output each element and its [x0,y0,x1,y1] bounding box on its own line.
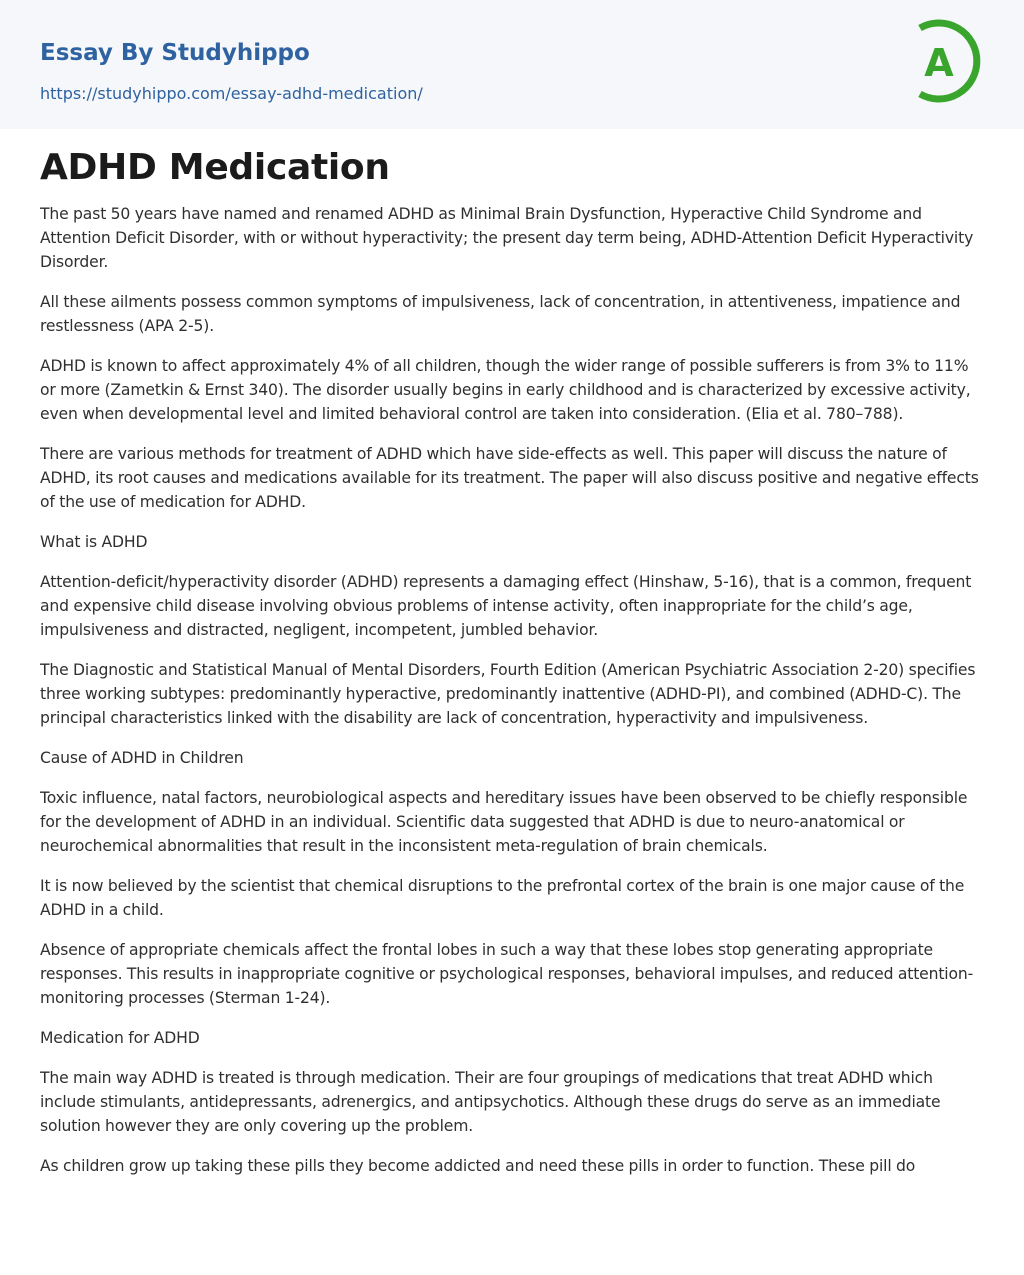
site-header [0,0,1024,129]
essay-paragraph: The past 50 years have named and renamed ADHD as Minimal Brain Dysfunction, Hyperactive Child Syndrome and Attention Deficit Disorder, with or without hyperactivity; the present day term being, ADHD-Attention Deficit Hyperactivity Disorder. [40,205,974,271]
studyhippo-logo-icon[interactable] [910,18,990,108]
essay-paragraph: ADHD is known to affect approximately 4% of all children, though the wider range of possible sufferers is from 3% to 11% or more (Zametkin & Ernst 340). The disorder usually begins in early childhood and is characterized by excessive activity, even when developmental level and limited behavioral control are taken into consideration. (Elia et al. 780–788). [40,357,971,423]
section-heading-what-is-adhd: What is ADHD [40,533,148,551]
essay-paragraph: The main way ADHD is treated is through medication. Their are four groupings of medications that treat ADHD which include stimulants, antidepressants, adrenergics, and antipsychotics. Although these drugs do serve as an immediate solution however they are only covering up the problem. [40,1069,941,1135]
site-brand[interactable]: Essay By Studyhippo [40,40,310,66]
essay-paragraph: Attention-deficit/hyperactivity disorder (ADHD) represents a damaging effect (Hinshaw, 5-16), that is a common, frequent and expensive child disease involving obvious problems of intense activity, often inappropriate for the child’s age, impulsiveness and distracted, negligent, incompetent, jumbled behavior. [40,573,972,639]
essay-paragraph: There are various methods for treatment of ADHD which have side-effects as well. This paper will discuss the nature of ADHD, its root causes and medications available for its treatment. The paper will also discuss positive and negative effects of the use of medication for ADHD. [40,445,979,511]
section-heading-medication: Medication for ADHD [40,1029,200,1047]
essay-paragraph: Toxic influence, natal factors, neurobiological aspects and hereditary issues have been observed to be chiefly responsible for the development of ADHD in an individual. Scientific data suggested that ADHD is due to neuro-anatomical or neurochemical abnormalities that result in the inconsistent meta-regulation of brain chemicals. [40,789,968,855]
essay-title: ADHD Medication [40,147,390,188]
essay-paragraph: The Diagnostic and Statistical Manual of Mental Disorders, Fourth Edition (American Psychiatric Association 2-20) specifies three working subtypes: predominantly hyperactive, predominantly inattentive (ADHD-PI), and combined (ADHD-C). The principal characteristics linked with the disability are lack of concentration, hyperactivity and impulsiveness. [40,661,976,727]
essay-content [40,143,986,1194]
essay-paragraph: Absence of appropriate chemicals affect the frontal lobes in such a way that these lobes stop generating appropriate responses. This results in inappropriate cognitive or psychological responses, behavioral impulses, and reduced attention-monitoring processes (Sterman 1-24). [40,941,974,1007]
essay-paragraph: All these ailments possess common symptoms of impulsiveness, lack of concentration, in attentiveness, impatience and restlessness (APA 2-5). [40,293,961,335]
section-heading-cause-of-adhd: Cause of ADHD in Children [40,749,244,767]
essay-paragraph: It is now believed by the scientist that chemical disruptions to the prefrontal cortex of the brain is one major cause of the ADHD in a child. [40,877,965,919]
logo-letter: A [924,41,954,85]
essay-url-link[interactable]: https://studyhippo.com/essay-adhd-medication/ [40,84,423,103]
essay-paragraph: As children grow up taking these pills they become addicted and need these pills in order to function. These pill do [40,1157,916,1175]
